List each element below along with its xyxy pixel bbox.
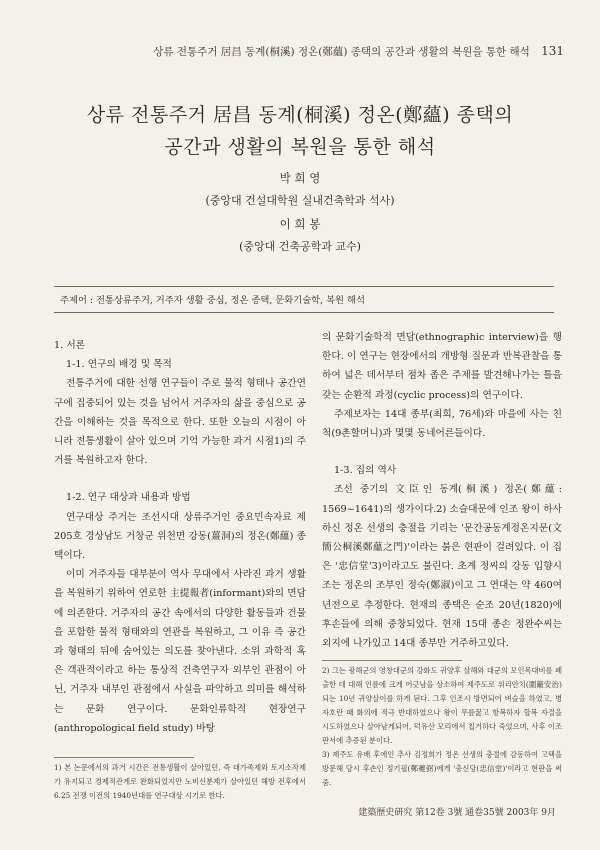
footnotes-right: [322, 664, 562, 790]
footnote-text: 1) 본 논문에서의 과거 시간은 전통생활이 살아있던, 즉 대가족제와 토지소작제가 유지되고 경제적관계로 완화되었지만 노비신분제가 살아있던 해방 전후에서 6.25 전쟁 이전의 1940년대를 연구대상 시기로 한다.: [54, 763, 306, 800]
footnote-rule: [322, 660, 462, 661]
paragraph: 연구대상 주거는 조선시대 상류주거인 중요민속자료 제 205호 경상남도 거창군 위천면 강동(薑洞)의 정온(鄭蘊) 종택이다.: [54, 511, 306, 562]
footnote-1: [54, 761, 306, 803]
subsection-heading: 1-3. 집의 역사: [334, 465, 397, 477]
author-affiliation-1: (중앙대 건설대학원 실내건축학과 석사): [205, 194, 395, 207]
paragraph: 전통주거에 대한 선행 연구들이 주로 물적 형태나 공간연구에 집중되어 있는 것을 넘어서 거주자의 삶을 중심으로 공간을 이해하는 것을 목적으로 한다. 또한 오늘의 시점이 아니라 전통생활이 살아 있으며 기억 가능한 과거 시점1)의 주거를 복원하고자 한다.: [54, 378, 306, 467]
author-name-1: 박 희 영: [279, 171, 321, 185]
footnote-rule: [54, 757, 194, 758]
footnote-2: 2) 그는 광해군의 영창대군의 강화도 귀양후 살해와 대군의 모인목대비를 폐출한 데 대해 인륜에 크게 어긋남을 상소하여 제주도로 위리안치(圍籬安治)되는 10년 귀양살이를 하게 된다. 그후 인조시 방면되어 벼슬을 하였고, 병자호란 때 화의에 적극 반대하였으나 왕이 무릎꿇고 항복하자 할복 자결을 시도하였으나 살아남게되어, 덕유산 모리에서 칩거하다 죽었으며, 사후 이조판서에 추증된 분이다.: [322, 666, 562, 745]
paragraph: 의 문화기술학적 면담(ethnographic interview)을 행한다. 이 연구는 현장에서의 개방형 질문과 반복관찰을 통하여 넓은 데서부터 점차 좁은 주제를 발견해나가는 틀을 갖는 순환적 과정(cyclic process)의 연구이다.: [322, 332, 562, 401]
keywords: 주제어 : 전통상류주거, 거주자 생활 중심, 정온 종택, 문화기술학, 복원 해석: [54, 286, 554, 313]
author-name-2: 이 희 봉: [279, 217, 321, 231]
paragraph: 조선 중기의 文臣인 동계(桐溪) 정온(鄭蘊: 1569~1641)의 생가이다.2) 소슬대문에 인조 왕이 하사하신 정온 선생의 충절을 기리는 '문간공동계정온지문(文簡公桐溪鄭蘊之門)'이라는 붉은 현판이 걸려있다. 이 집은 '忠信堂'3)이라고도 불린다. 초계 정씨의 강동 입향시조는 정온의 조부인 정숙(鄭淑)이고 그 연대는 약 460여년전으로 추정한다. 현재의 종택은 순조 20년(1820)에 후손들에 의해 중창되었다. 현재 15대 종손 정완수씨는 외지에 나가있고 14대 종부만 거주하고있다.: [322, 484, 562, 650]
subsection-heading: 1-2. 연구 대상과 내용과 방법: [66, 492, 191, 504]
right-column: [322, 328, 562, 653]
title-line-2: 공간과 생활의 복원을 통한 해석: [164, 136, 436, 158]
subsection-heading: 1-1. 연구의 배경 및 목적: [66, 359, 172, 371]
running-head: [153, 44, 564, 59]
author-affiliation-2: (중앙대 건축공학과 교수): [239, 240, 361, 253]
title-line-1: 상류 전통주거 居昌 동계(桐溪) 정온(鄭蘊) 종택의: [86, 104, 514, 126]
left-column: [54, 336, 306, 738]
paragraph: 이미 거주자들 대부분이 역사 무대에서 사라진 과거 생활을 복원하기 위하여 연로한 主提報者(informant)와의 면담에 의존한다. 거주자의 공간 속에서의 다양한 활동들과 건물을 포함한 물적 형태와의 연관을 복원하고, 그 이유 즉 공간과 형태의 뒤에 숨어있는 의도를 찾아낸다. 소위 과학적 혹은 객관적이라고 하는 통상적 건축연구자 외부인 관점이 아닌, 거주자 내부인 관점에서 사실을 파악하고 의미를 해석하는 문화 연구이다. 문화인류학적 현장연구(anthropological field study) 바탕: [54, 569, 306, 734]
page-number: 131: [541, 44, 564, 58]
footnote-3: 3) 제주도 유배 후에인 추사 김정희가 정온 선생의 충절에 감동하여 고택을 방문해 당시 후손인 정기필(鄭夔弼)에게 '충신당(忠信堂)'이라고 현판을 써줌.: [322, 750, 562, 787]
journal-footer: 建築歷史硏究 第12卷 3號 通卷35號 2003年 9月: [358, 808, 556, 818]
paragraph: 주제보자는 14대 종부(최희, 76세)와 마을에 사는 친척(9촌할머니)과 몇몇 동네어른들이다.: [322, 408, 562, 440]
running-head-text: 상류 전통주거 居昌 동계(桐溪) 정온(鄭蘊) 종택의 공간과 생활의 복원을 통한 해석: [153, 46, 530, 58]
section-heading: 1. 서론: [54, 340, 86, 351]
